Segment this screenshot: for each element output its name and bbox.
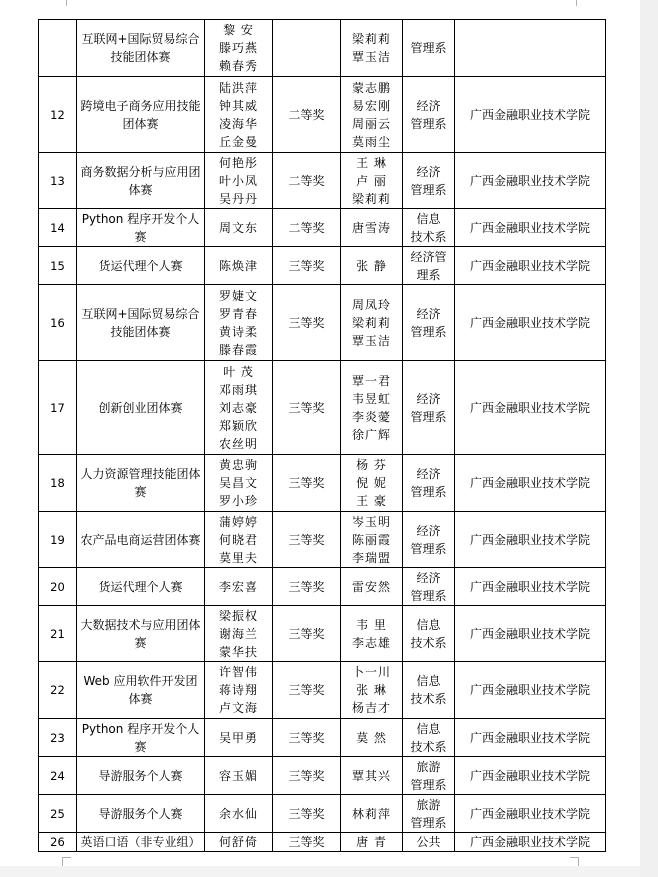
department-line: 管理系 [410,485,447,499]
teacher-name: 梁莉莉 [351,32,391,46]
school-name: 广西金融职业技术学院 [455,662,606,719]
school-name: 广西金融职业技术学院 [455,209,606,247]
row-number: 21 [39,606,77,662]
department-line: 公共 [416,835,441,849]
award-level: 二等奖 [273,77,341,153]
award-level: 三等奖 [273,285,341,361]
department [403,209,455,247]
teacher-names [341,795,403,833]
award-level: 二等奖 [273,153,341,209]
student-names [205,153,273,209]
department-line: 管理系 [410,541,447,556]
student-name: 许智伟 [218,665,258,679]
table-row [39,833,606,852]
teacher-names [341,719,403,757]
student-names [205,833,273,852]
teacher-name: 覃其兴 [351,768,391,783]
department-line: 信息 [416,721,441,736]
teacher-name: 莫雨尘 [351,134,391,149]
student-name: 蒲婷婷 [218,514,258,529]
student-name: 蒙华扶 [218,644,258,659]
student-names [205,455,273,512]
teacher-name: 韦 里 [356,617,387,632]
teacher-names [341,361,403,455]
teacher-name: 周丽云 [351,116,391,131]
row-number: 18 [39,455,77,512]
student-name: 黄忠驹 [218,458,258,472]
table-row [39,719,606,757]
department-line: 管理系 [410,41,447,55]
row-number: 12 [39,77,77,153]
student-name: 周文东 [218,220,258,235]
table-row [39,568,606,606]
department-line: 管理系 [410,777,447,792]
student-names [205,757,273,795]
teacher-names [341,153,403,209]
department-line: 经济管 [410,249,447,264]
row-number: 20 [39,568,77,606]
crop-mark-top-left [66,0,75,6]
table-row [39,209,606,247]
teacher-name: 覃一君 [351,373,391,388]
teacher-names [341,209,403,247]
student-name: 莫里夫 [218,550,258,565]
department-line: 信息 [416,211,441,226]
row-number: 15 [39,247,77,285]
school-name: 广西金融职业技术学院 [455,757,606,795]
department [403,833,455,852]
student-name: 农丝明 [218,436,258,451]
row-number: 25 [39,795,77,833]
student-names [205,209,273,247]
student-name: 何晓君 [218,532,258,547]
competition-item: Web 应用软件开发团体赛 [77,662,205,719]
department-line: 旅游 [416,759,441,774]
row-number: 19 [39,512,77,568]
teacher-name: 唐雪涛 [351,220,391,235]
department [403,455,455,512]
teacher-names [341,833,403,852]
award-level: 三等奖 [273,662,341,719]
department [403,20,455,77]
department [403,285,455,361]
department-line: 管理系 [410,324,447,339]
competition-item: 人力资源管理技能团体赛 [77,455,205,512]
student-names [205,662,273,719]
teacher-name: 韦昱虹 [351,391,391,406]
school-name [455,20,606,77]
teacher-name: 陈丽霞 [351,532,391,547]
table-row [39,77,606,153]
teacher-name: 李志雄 [351,635,391,650]
award-level: 三等奖 [273,568,341,606]
teacher-name: 徐广辉 [351,427,391,442]
student-name: 蒋诗翔 [218,683,258,697]
award-level [273,20,341,77]
competition-item: Python 程序开发个人赛 [77,719,205,757]
teacher-name: 周凤玲 [351,297,391,312]
student-name: 刘志豪 [218,400,258,415]
department [403,795,455,833]
student-name: 邓雨琪 [218,382,258,397]
teacher-name: 易宏刚 [351,98,391,113]
award-level: 三等奖 [273,247,341,285]
awards-table-body [39,20,606,852]
teacher-name: 卜一川 [351,665,391,679]
row-number: 16 [39,285,77,361]
student-names [205,285,273,361]
competition-item: Python 程序开发个人赛 [77,209,205,247]
teacher-name: 雷安然 [351,579,391,594]
student-names [205,606,273,662]
department [403,568,455,606]
department-line: 管理系 [410,588,447,603]
student-name: 罗小珍 [218,494,258,508]
department-line: 经济 [416,164,441,179]
student-name: 吴丹丹 [218,191,258,206]
student-name: 陈焕津 [218,258,258,273]
student-name: 何舒倚 [218,835,258,849]
competition-item: 大数据技术与应用团体赛 [77,606,205,662]
competition-item: 农产品电商运营团体赛 [77,512,205,568]
school-name: 广西金融职业技术学院 [455,795,606,833]
award-level: 三等奖 [273,512,341,568]
teacher-names [341,20,403,77]
crop-mark-top-right [568,0,577,6]
student-name: 郑颖欣 [218,418,258,433]
school-name: 广西金融职业技术学院 [455,606,606,662]
student-names [205,361,273,455]
student-name: 赖春秀 [218,59,258,73]
teacher-name: 覃玉洁 [351,50,391,64]
competition-item: 互联网+国际贸易综合技能团体赛 [77,285,205,361]
table-row [39,361,606,455]
teacher-name: 梁莉莉 [351,191,391,206]
competition-item: 货运代理个人赛 [77,247,205,285]
teacher-name: 倪 妮 [356,476,387,490]
student-name: 滕巧燕 [218,41,258,55]
row-number: 26 [39,833,77,852]
competition-item: 货运代理个人赛 [77,568,205,606]
department [403,361,455,455]
teacher-name: 杨 芬 [356,458,387,472]
department-line: 管理系 [410,182,447,197]
department-line: 管理系 [410,116,447,131]
department-line: 经济 [416,391,441,406]
department-line: 技术系 [410,692,447,706]
crop-mark-bottom-right [570,857,579,866]
competition-item: 跨境电子商务应用技能团体赛 [77,77,205,153]
student-names [205,20,273,77]
department-line: 技术系 [410,739,447,754]
department [403,77,455,153]
student-names [205,512,273,568]
row-number [39,20,77,77]
student-name: 何艳彤 [218,155,258,170]
competition-item: 导游服务个人赛 [77,795,205,833]
teacher-name: 张 静 [356,258,387,273]
student-name: 卢文海 [218,701,258,715]
department [403,606,455,662]
department-line: 经济 [416,570,441,585]
department-line: 经济 [416,98,441,113]
row-number: 13 [39,153,77,209]
department-line: 管理系 [410,815,447,830]
school-name: 广西金融职业技术学院 [455,455,606,512]
school-name: 广西金融职业技术学院 [455,153,606,209]
teacher-name: 李炎薆 [351,409,391,424]
award-level: 三等奖 [273,719,341,757]
teacher-name: 唐 青 [356,835,387,849]
teacher-names [341,757,403,795]
student-names [205,719,273,757]
teacher-names [341,77,403,153]
school-name: 广西金融职业技术学院 [455,247,606,285]
teacher-name: 张 琳 [356,683,387,697]
competition-item: 创新创业团体赛 [77,361,205,455]
student-name: 谢海兰 [218,626,258,641]
department-line: 信息 [416,617,441,632]
student-name: 丘金曼 [218,134,258,149]
student-names [205,795,273,833]
competition-item: 商务数据分析与应用团体赛 [77,153,205,209]
department [403,247,455,285]
award-level: 三等奖 [273,606,341,662]
award-level: 三等奖 [273,361,341,455]
department-line: 经济 [416,523,441,538]
table-row [39,153,606,209]
student-name: 李宏喜 [218,579,258,594]
competition-item: 互联网+国际贸易综合技能团体赛 [77,20,205,77]
teacher-name: 李瑞盟 [351,550,391,565]
school-name: 广西金融职业技术学院 [455,719,606,757]
student-name: 叶 茂 [223,364,254,379]
student-name: 吴昌文 [218,476,258,490]
school-name: 广西金融职业技术学院 [455,77,606,153]
student-name: 罗婕文 [218,288,258,303]
student-name: 黄诗柔 [218,324,258,339]
teacher-name: 蒙志鹏 [351,80,391,95]
row-number: 23 [39,719,77,757]
teacher-names [341,568,403,606]
awards-table [38,19,606,852]
department-line: 经济 [416,467,441,481]
table-row [39,285,606,361]
teacher-names [341,662,403,719]
teacher-names [341,247,403,285]
teacher-name: 王 豪 [356,494,387,508]
teacher-name: 杨吉才 [351,701,391,715]
student-name: 罗青春 [218,306,258,321]
student-name: 陆洪萍 [218,80,258,95]
student-name: 容玉媚 [218,768,258,783]
table-row [39,512,606,568]
department [403,662,455,719]
school-name: 广西金融职业技术学院 [455,833,606,852]
student-name: 凌海华 [218,116,258,131]
teacher-name: 卢 丽 [356,173,387,188]
department [403,512,455,568]
student-name: 滕春霞 [218,342,258,357]
competition-item: 英语口语（非专业组） [77,833,205,852]
department-line: 信息 [416,674,441,688]
teacher-name: 莫 然 [356,730,387,745]
department-line: 技术系 [410,635,447,650]
department-line: 经济 [416,306,441,321]
student-name: 吴甲勇 [218,730,258,745]
school-name: 广西金融职业技术学院 [455,361,606,455]
table-row [39,455,606,512]
teacher-names [341,606,403,662]
school-name: 广西金融职业技术学院 [455,568,606,606]
teacher-names [341,285,403,361]
department-line: 旅游 [416,797,441,812]
competition-item: 导游服务个人赛 [77,757,205,795]
row-number: 14 [39,209,77,247]
award-level: 三等奖 [273,833,341,852]
school-name: 广西金融职业技术学院 [455,285,606,361]
teacher-name: 梁莉莉 [351,315,391,330]
department [403,153,455,209]
award-level: 三等奖 [273,455,341,512]
student-name: 黎 安 [223,23,254,37]
teacher-name: 林莉萍 [351,806,391,821]
award-level: 三等奖 [273,757,341,795]
award-level: 二等奖 [273,209,341,247]
teacher-name: 王 琳 [356,155,387,170]
table-row [39,247,606,285]
table-row [39,662,606,719]
student-name: 余水仙 [218,806,258,821]
table-row [39,606,606,662]
table-row [39,757,606,795]
row-number: 17 [39,361,77,455]
school-name: 广西金融职业技术学院 [455,512,606,568]
award-level: 三等奖 [273,795,341,833]
student-names [205,247,273,285]
department-line: 理系 [416,267,441,282]
teacher-name: 覃玉洁 [351,333,391,348]
student-name: 钟其威 [218,98,258,113]
student-name: 梁振权 [218,608,258,623]
row-number: 24 [39,757,77,795]
table-row [39,795,606,833]
table-row [39,20,606,77]
teacher-name: 岑玉明 [351,514,391,529]
teacher-names [341,512,403,568]
department-line: 管理系 [410,409,447,424]
department-line: 技术系 [410,229,447,244]
page-gutter [640,0,658,877]
crop-mark-bottom-left [62,857,71,866]
student-names [205,568,273,606]
teacher-names [341,455,403,512]
student-name: 叶小凤 [218,173,258,188]
department [403,757,455,795]
row-number: 22 [39,662,77,719]
department [403,719,455,757]
student-names [205,77,273,153]
